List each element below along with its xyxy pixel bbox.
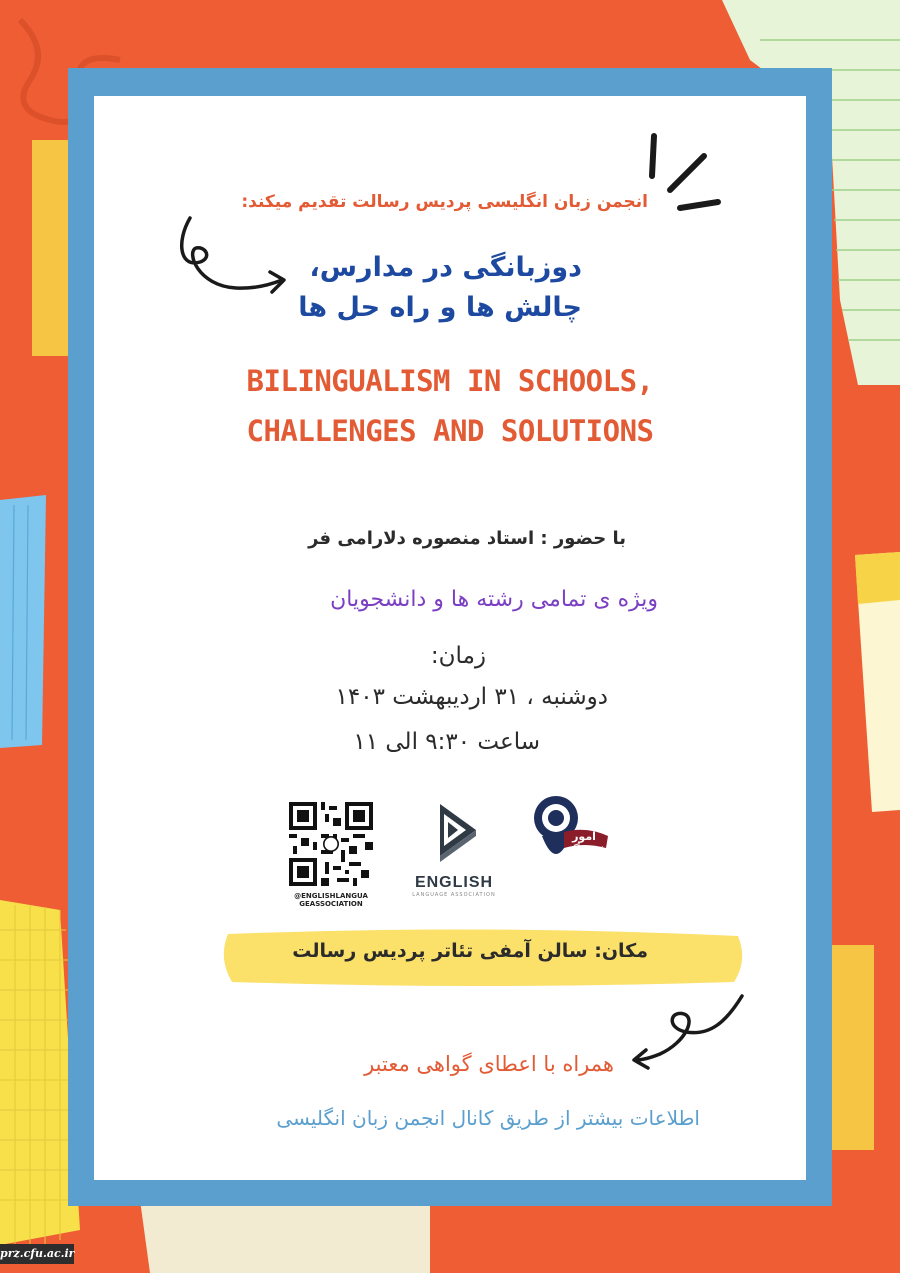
presenter: با حضور : استاد منصوره دلارامی فر: [308, 528, 626, 549]
tape-blue-left: [0, 495, 46, 748]
title-fa-line1: دوزبانگی در مدارس،: [309, 252, 582, 283]
title-fa-line2: چالش ها و راه حل ها: [298, 292, 582, 323]
source-tag[interactable]: prz.cfu.ac.ir: [0, 1244, 74, 1264]
certificate-note: همراه با اعطای گواهی معتبر: [364, 1052, 614, 1076]
time-hours: ساعت ۹:۳۰ الی ۱۱: [353, 729, 540, 755]
book-play-icon: [406, 800, 502, 870]
qr-code[interactable]: [288, 802, 374, 906]
qr-handle-line1: @ENGLISHLANGUA: [294, 892, 368, 900]
english-logo-title: ENGLISH: [414, 874, 494, 891]
cultural-logo-label: امور فرهنگی: [562, 830, 606, 856]
time-label: زمان:: [430, 643, 486, 669]
time-date: دوشنبه ، ۳۱ اردیبهشت ۱۴۰۳: [335, 684, 608, 710]
doodle-lines-icon: [644, 132, 724, 222]
cultural-affairs-logo: [524, 792, 614, 902]
paper-bottom: [140, 1200, 430, 1273]
english-logo-subtitle: LANGUAGE ASSOCIATION: [412, 892, 496, 898]
intro-line: انجمن زبان انگلیسی پردیس رسالت تقدیم میکند:: [241, 192, 648, 212]
audience: ویژه ی تمامی رشته ها و دانشجویان: [330, 587, 658, 612]
venue: مکان: سالن آمفی تئاتر پردیس رسالت: [292, 940, 648, 962]
english-association-logo: [406, 800, 502, 900]
squiggle-arrow-icon: [626, 992, 756, 1082]
poster-card: [94, 96, 806, 1180]
title-en-line1: BILINGUALISM IN SCHOOLS,: [246, 364, 654, 398]
curly-arrow-icon: [176, 212, 306, 312]
qr-handle-line2: GEASSOCIATION: [299, 900, 363, 908]
more-info: اطلاعات بیشتر از طریق کانال انجمن زبان انگلیسی: [276, 1106, 700, 1130]
title-en-line2: CHALLENGES AND SOLUTIONS: [246, 414, 654, 448]
qr-code-icon: [288, 802, 374, 886]
